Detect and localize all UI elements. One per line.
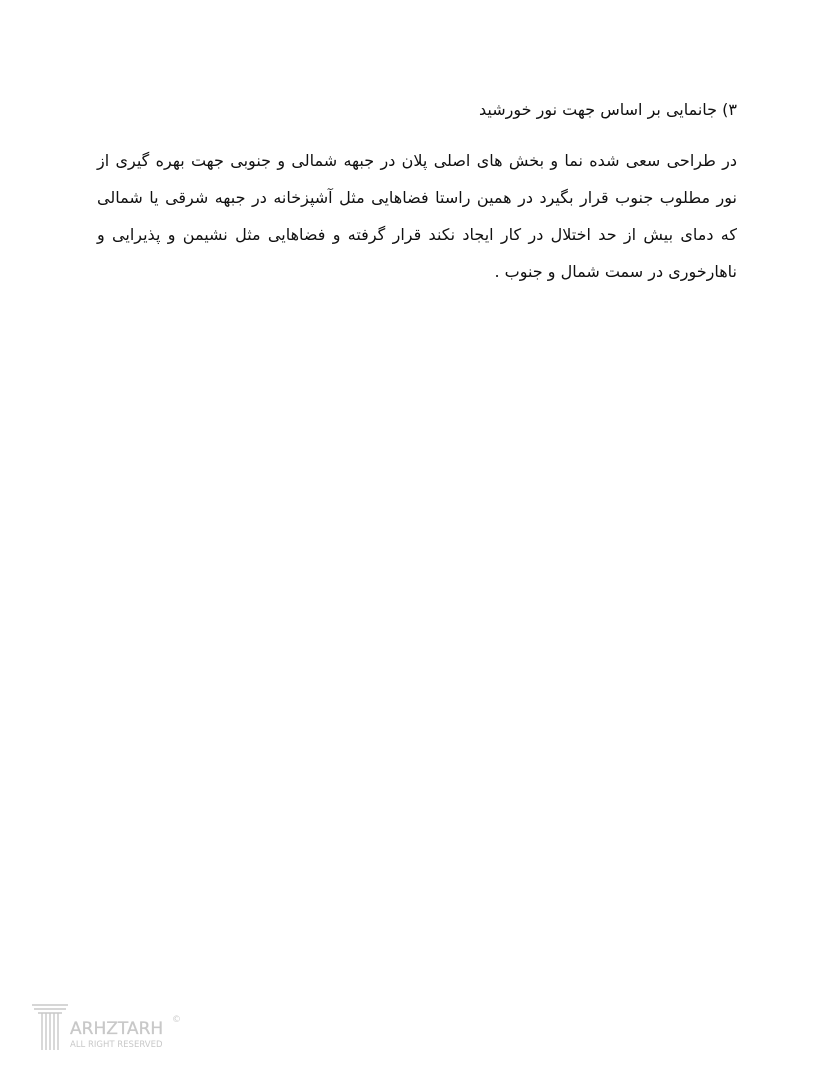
paragraph-line: که دمای بیش از حد اختلال در کار ایجاد نکند قرار گرفته و فضاهایی مثل نشیمن و پذیرایی و [97,225,737,244]
tarhztarh-watermark-logo [30,1000,190,1058]
column-logo-icon [30,1000,190,1058]
paragraph-line: در طراحی سعی شده نما و بخش های اصلی پلان در جبهه شمالی و جنوبی جهت بهره گیری از [97,151,737,170]
body-paragraph [97,142,737,290]
document-body [97,96,737,290]
section-heading: ۳) جانمایی بر اساس جهت نور خورشید [479,100,737,119]
paragraph-line: نور مطلوب جنوب قرار بگیرد در همین راستا فضاهایی مثل آشپزخانه در جبهه شرقی یا شمالی [97,188,737,207]
watermark-tagline: ALL RIGHT RESERVED [70,1040,163,1050]
watermark-brand: ARHZTARH [70,1019,164,1039]
paragraph-line: ناهارخوری در سمت شمال و جنوب . [494,262,737,281]
copyright-icon: © [172,1015,181,1025]
